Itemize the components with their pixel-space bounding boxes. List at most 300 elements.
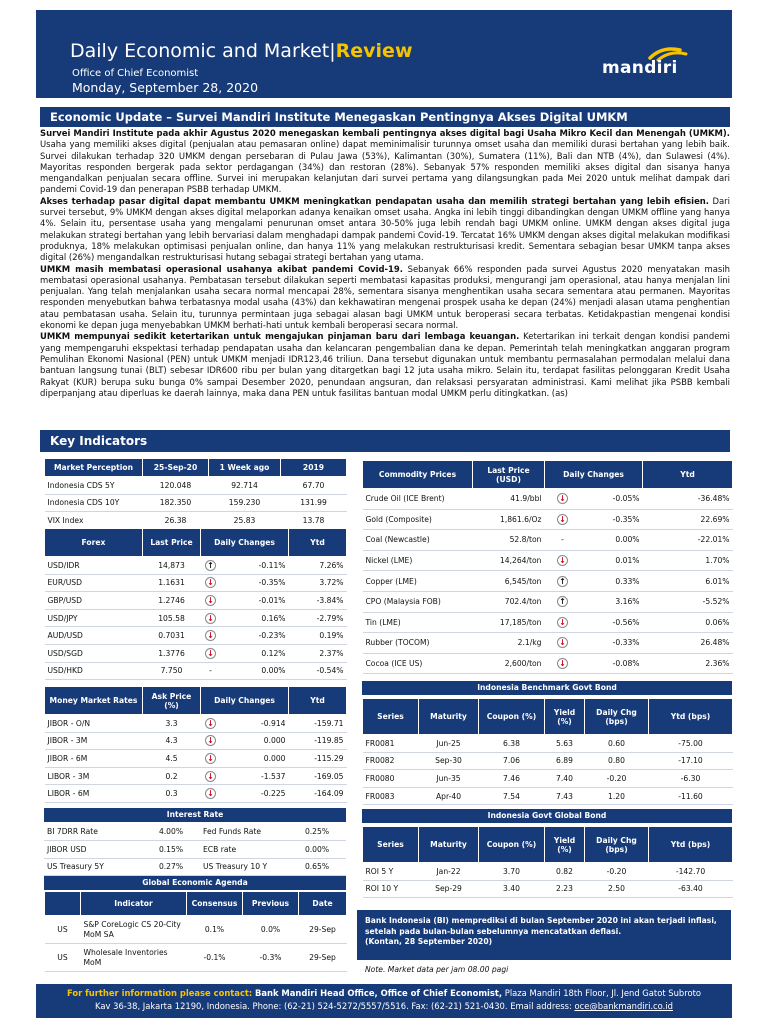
mandiri-logo xyxy=(602,44,702,84)
table-cell: 0.00% xyxy=(221,662,289,680)
column-header: Last Price xyxy=(143,529,201,557)
table-cell: 7.26% xyxy=(289,557,347,575)
arrow-down-icon: ↓ xyxy=(205,595,216,606)
global-agenda-table xyxy=(44,891,347,972)
table-cell: 2.23 xyxy=(545,880,585,898)
table-cell: 0.7031 xyxy=(143,627,201,645)
change-direction-cell xyxy=(545,509,581,530)
report-date: Monday, September 28, 2020 xyxy=(72,80,259,95)
column-header: Daily Chg (bps) xyxy=(585,827,649,863)
change-direction-cell xyxy=(201,557,221,575)
table-header-row xyxy=(45,459,347,477)
table-cell: 25.83 xyxy=(209,512,281,530)
column-header: 1 Week ago xyxy=(209,459,281,477)
change-direction-cell xyxy=(201,644,221,662)
table-cell: 26.48% xyxy=(643,633,733,654)
paragraph-lead: Akses terhadap pasar digital dapat membantu UMKM meningkatkan pendapatan usaha dan memilih strategi bertahan yang lebih efisien. xyxy=(40,195,710,206)
arrow-up-icon: ↑ xyxy=(557,596,568,607)
table-row xyxy=(45,609,347,627)
table-row xyxy=(363,787,733,805)
title-main: Daily Economic and Market xyxy=(70,40,330,62)
table-cell: -169.05 xyxy=(289,767,347,785)
table-cell: -0.914 xyxy=(221,715,289,733)
table-header-row xyxy=(363,699,733,735)
change-direction-cell xyxy=(201,715,221,733)
table-cell: ROI 5 Y xyxy=(363,863,419,881)
table-cell: 0.000 xyxy=(221,750,289,768)
table-cell: ECB rate xyxy=(200,841,288,859)
global-agenda-title: Global Economic Agenda xyxy=(44,876,346,890)
table-cell: -119.85 xyxy=(289,732,347,750)
table-row xyxy=(363,752,733,770)
arrow-down-icon: ↓ xyxy=(205,788,216,799)
table-cell: -115.29 xyxy=(289,750,347,768)
table-cell: -142.70 xyxy=(649,863,733,881)
table-cell: USD/HKD xyxy=(45,662,143,680)
table-row xyxy=(363,489,733,510)
table-cell: 0.0% xyxy=(243,916,299,944)
arrow-down-icon: ↓ xyxy=(205,613,216,624)
column-header: Daily Changes xyxy=(201,529,289,557)
table-cell: Indonesia CDS 10Y xyxy=(45,494,143,512)
table-cell: 0.15% xyxy=(142,841,200,859)
article-paragraph xyxy=(40,331,730,399)
table-cell: Jun-25 xyxy=(419,735,479,753)
table-cell: EUR/USD xyxy=(45,574,143,592)
table-cell: 4.3 xyxy=(143,732,201,750)
column-header: Maturity xyxy=(419,827,479,863)
table-cell: JIBOR USD xyxy=(44,841,142,859)
table-cell: AUD/USD xyxy=(45,627,143,645)
table-cell: 0.16% xyxy=(221,609,289,627)
column-header: Ask Price (%) xyxy=(143,687,201,715)
arrow-up-icon: ↑ xyxy=(557,576,568,587)
column-header: Market Perception xyxy=(45,459,143,477)
table-cell: 0.80 xyxy=(585,752,649,770)
table-cell: -0.54% xyxy=(289,662,347,680)
table-row xyxy=(45,916,347,944)
column-header: Money Market Rates xyxy=(45,687,143,715)
table-row xyxy=(45,767,347,785)
bi-note-source: (Kontan, 28 September 2020) xyxy=(365,937,493,946)
table-cell: 0.2 xyxy=(143,767,201,785)
table-cell: -0.3% xyxy=(243,944,299,972)
table-cell: JIBOR - 3M xyxy=(45,732,143,750)
table-cell: 3.3 xyxy=(143,715,201,733)
change-direction-cell xyxy=(201,785,221,803)
table-cell: FR0082 xyxy=(363,752,419,770)
table-cell: 131.99 xyxy=(281,494,347,512)
table-cell: 2.50 xyxy=(585,880,649,898)
benchmark-bond-title: Indonesia Benchmark Govt Bond xyxy=(362,681,732,695)
table-cell: 0.00% xyxy=(581,530,643,551)
table-cell: US Treasury 5Y xyxy=(44,858,142,876)
column-header: Date xyxy=(299,892,347,916)
paragraph-lead: UMKM masih membatasi operasional usahanya akibat pandemi Covid-19. xyxy=(40,263,403,274)
table-cell: 3.70 xyxy=(479,863,545,881)
table-cell: 0.33% xyxy=(581,571,643,592)
indicator-cell: S&P CoreLogic CS 20-City MoM SA xyxy=(81,916,187,944)
table-cell: JIBOR - O/N xyxy=(45,715,143,733)
table-cell: -63.40 xyxy=(649,880,733,898)
interest-rate-title: Interest Rate xyxy=(44,808,346,822)
table-cell: -0.11% xyxy=(221,557,289,575)
table-cell: VIX Index xyxy=(45,512,143,530)
table-cell: 52.8/ton xyxy=(473,530,545,551)
table-cell: -22.01% xyxy=(643,530,733,551)
table-row xyxy=(363,863,733,881)
table-cell: Sep-30 xyxy=(419,752,479,770)
change-direction-cell xyxy=(201,627,221,645)
column-header: Yield (%) xyxy=(545,699,585,735)
article-body xyxy=(40,128,730,399)
column-header: Last Price (USD) xyxy=(473,461,545,489)
table-row xyxy=(44,823,346,841)
column-header: Forex xyxy=(45,529,143,557)
column-header: Yield (%) xyxy=(545,827,585,863)
arrow-down-icon: ↓ xyxy=(557,555,568,566)
table-cell: Indonesia CDS 5Y xyxy=(45,477,143,495)
table-cell: Nickel (LME) xyxy=(363,550,473,571)
table-cell: US xyxy=(45,944,81,972)
table-cell: 2.37% xyxy=(289,644,347,662)
table-cell: 0.19% xyxy=(289,627,347,645)
table-row xyxy=(45,750,347,768)
footer-line-2 xyxy=(36,1000,732,1013)
interest-rate-table xyxy=(44,823,346,876)
table-cell: -0.23% xyxy=(221,627,289,645)
table-cell: 4.5 xyxy=(143,750,201,768)
table-cell: 1.1631 xyxy=(143,574,201,592)
table-cell: -0.35% xyxy=(221,574,289,592)
arrow-down-icon: ↓ xyxy=(557,514,568,525)
table-cell: 6.89 xyxy=(545,752,585,770)
table-header-row xyxy=(45,687,347,715)
column-header: Previous xyxy=(243,892,299,916)
column-header: Series xyxy=(363,699,419,735)
table-cell: 3.72% xyxy=(289,574,347,592)
table-cell: 3.40 xyxy=(479,880,545,898)
change-direction-cell xyxy=(545,653,581,674)
change-direction-cell xyxy=(545,591,581,612)
arrow-up-icon: ↑ xyxy=(205,560,216,571)
bi-note-text: Bank Indonesia (BI) memprediksi di bulan September 2020 ini akan terjadi inflasi, setelah pada bulan-bulan sebelumnya mencatatkan deflasi. xyxy=(365,916,717,936)
table-cell: -17.10 xyxy=(649,752,733,770)
table-row xyxy=(363,880,733,898)
table-cell: 7.40 xyxy=(545,770,585,788)
table-row xyxy=(45,644,347,662)
table-row xyxy=(45,627,347,645)
table-cell: -0.01% xyxy=(221,592,289,610)
table-cell: -0.56% xyxy=(581,612,643,633)
table-cell: -2.79% xyxy=(289,609,347,627)
table-cell: FR0080 xyxy=(363,770,419,788)
table-cell: ROI 10 Y xyxy=(363,880,419,898)
indicator-cell: Wholesale Inventories MoM xyxy=(81,944,187,972)
arrow-down-icon: ↓ xyxy=(205,718,216,729)
column-header: Ytd xyxy=(289,529,347,557)
table-row xyxy=(45,715,347,733)
column-header: Series xyxy=(363,827,419,863)
column-header: Ytd xyxy=(289,687,347,715)
table-cell: Coal (Newcastle) xyxy=(363,530,473,551)
change-direction-cell: - xyxy=(201,662,221,680)
table-cell: 0.00% xyxy=(288,841,346,859)
column-header xyxy=(45,892,81,916)
section-title: Economic Update – Survei Mandiri Institute Menegaskan Pentingnya Akses Digital UMKM xyxy=(40,107,730,127)
column-header: 25-Sep-20 xyxy=(143,459,209,477)
change-direction-cell xyxy=(545,612,581,633)
table-cell: -36.48% xyxy=(643,489,733,510)
table-cell: Jun-35 xyxy=(419,770,479,788)
table-cell: 0.12% xyxy=(221,644,289,662)
column-header: Consensus xyxy=(187,892,243,916)
arrow-down-icon: ↓ xyxy=(205,735,216,746)
footer-phone: Kav 36-38, Jakarta 12190, Indonesia. Phone: (62-21) 524-5272/5557/5516. Fax: (62-21) 521-0430. Email address: xyxy=(95,1001,572,1011)
report-header xyxy=(36,10,732,98)
global-bond-title: Indonesia Govt Global Bond xyxy=(362,809,732,823)
table-cell: 2.1/kg xyxy=(473,633,545,654)
arrow-down-icon: ↓ xyxy=(557,658,568,669)
table-cell: 7.43 xyxy=(545,787,585,805)
table-cell: 2,600/ton xyxy=(473,653,545,674)
table-cell: 7.06 xyxy=(479,752,545,770)
column-header: Ytd (bps) xyxy=(649,827,733,863)
arrow-down-icon: ↓ xyxy=(205,577,216,588)
key-indicators-title: Key Indicators xyxy=(40,430,730,452)
table-cell: 0.06% xyxy=(643,612,733,633)
paragraph-lead: UMKM mempunyai sedikit ketertarikan untuk mengajukan pinjaman baru dari lembaga keuangan. xyxy=(40,331,520,342)
change-direction-cell xyxy=(201,750,221,768)
table-cell: -11.60 xyxy=(649,787,733,805)
table-cell: 13.78 xyxy=(281,512,347,530)
table-cell: -3.84% xyxy=(289,592,347,610)
title-accent: Review xyxy=(335,40,413,62)
change-direction-cell xyxy=(201,592,221,610)
table-cell: Rubber (TOCOM) xyxy=(363,633,473,654)
column-header: Daily Changes xyxy=(201,687,289,715)
table-cell: -0.20 xyxy=(585,770,649,788)
table-cell: 92.714 xyxy=(209,477,281,495)
table-row xyxy=(44,841,346,859)
table-cell: 41.9/bbl xyxy=(473,489,545,510)
table-header-row xyxy=(363,461,733,489)
table-cell: Fed Funds Rate xyxy=(200,823,288,841)
table-cell: Crude Oil (ICE Brent) xyxy=(363,489,473,510)
table-cell: 1.70% xyxy=(643,550,733,571)
table-row xyxy=(363,571,733,592)
table-cell: Sep-29 xyxy=(419,880,479,898)
table-cell: 0.3 xyxy=(143,785,201,803)
table-cell: -1.537 xyxy=(221,767,289,785)
table-row xyxy=(363,591,733,612)
table-cell: -0.1% xyxy=(187,944,243,972)
table-row xyxy=(45,592,347,610)
column-header: 2019 xyxy=(281,459,347,477)
table-cell: -0.225 xyxy=(221,785,289,803)
table-header-row xyxy=(363,827,733,863)
change-direction-cell: - xyxy=(545,530,581,551)
paragraph-text: Dari survei tersebut, 9% UMKM dengan akses digital melaporkan adanya kenaikan omset usaha. Angka ini lebih tinggi dibandingkan dengan UMKM offline yang hanya 4%. Selain itu, persentase usaha yang mengalami penurunan omset antara 30-50% juga lebih rendah bagi UMKM online. UMKM dengan akses digital juga melakukan strategi bertahan yang lebih bervariasi dalam menghadapi dampak pandemi Covid-19. Tercatat 16% UMKM dengan akses digital melakukan modifikasi produknya, 18% melakukan optimisasi penjualan online, dan hanya 11% yang melakukan restrukturisasi kredit. Sementara sebagian besar UMKM tanpa akses digital (26%) mengandalkan restrukturisasi hutang sebagai strategi bertahan yang utama. xyxy=(40,195,730,263)
table-cell: USD/IDR xyxy=(45,557,143,575)
table-cell: 67.70 xyxy=(281,477,347,495)
footer-office: Bank Mandiri Head Office, Office of Chief Economist, xyxy=(254,988,503,998)
table-header-row xyxy=(45,892,347,916)
arrow-down-icon: ↓ xyxy=(557,493,568,504)
table-cell: 182.350 xyxy=(143,494,209,512)
paragraph-text: Ketertarikan ini terkait dengan kondisi pandemi yang mempengaruhi ekspektasi terhadap pendapatan usaha dan kelancaran pengembalian dana ke depan. Pemerintah telah meningkatkan anggaran program Pemulihan Ekonomi Nasional (PEN) untuk UMKM menjadi IDR123,46 triliun. Dana tersebut digunakan untuk membantu permasalahan permodalan melalui dana bantuan langsung tunai (BLT) sebesar IDR600 ribu per bulan yang ditargetkan bagi 12 juta usaha mikro. Selain itu, terdapat fasilitas pelonggaran Kredit Usaha Rakyat (KUR) berupa suku bunga 0% sampai Desember 2020, penundaan angsuran, dan relaksasi persyaratan administrasi. Kami melihat jika PSBB kembali diperpanjang atau diperluas ke daerah lainnya, maka dana PEN untuk fasilitas bantuan modal UMKM perlu ditingkatkan. (as) xyxy=(40,331,730,398)
table-cell: 17,185/ton xyxy=(473,612,545,633)
table-cell: -159.71 xyxy=(289,715,347,733)
paragraph-text: Sebanyak 66% responden pada survei Agustus 2020 menyatakan masih membatasi operasional usahanya. Pembatasan tersebut dilakukan seperti membatasi kapasitas produksi, mengurangi jam operasional, atau hanya menjalan lini penjualan. Yang telah menjalankan usaha secara normal mencapai 28%, sementara sisanya menghentikan usaha secara sementara atau permanen. Mayoritas responden menyebutkan bahwa terbatasnya modal usaha (43%) dan kekhawatiran mengenai prospek usaha ke depan (24%) menjadi alasan utama penghentian atau pembatasan usaha. Selain itu, turunnya permintaan juga sebagai alasan bagi UMKM untuk beroperasi secara terbatas. Ketidakpastian mengenai kondisi ekonomi ke depan juga menyebabkan UMKM berhati-hati untuk kembali beroperasi secara normal. xyxy=(40,263,730,331)
table-cell: JIBOR - 6M xyxy=(45,750,143,768)
change-direction-cell xyxy=(545,633,581,654)
column-header: Daily Changes xyxy=(545,461,643,489)
table-cell: 14,264/ton xyxy=(473,550,545,571)
table-cell: 7.46 xyxy=(479,770,545,788)
logo-wordmark: mandiri xyxy=(602,58,678,78)
table-cell: FR0081 xyxy=(363,735,419,753)
table-row xyxy=(45,477,347,495)
column-header: Coupon (%) xyxy=(479,699,545,735)
market-data-note: Note. Market data per jam 08.00 pagi xyxy=(365,965,509,974)
table-cell: 3.16% xyxy=(581,591,643,612)
table-cell: 26.38 xyxy=(143,512,209,530)
table-row xyxy=(45,944,347,972)
arrow-down-icon: ↓ xyxy=(205,630,216,641)
arrow-down-icon: ↓ xyxy=(205,753,216,764)
table-row xyxy=(45,785,347,803)
bi-inflation-note xyxy=(357,910,731,960)
table-cell: 29-Sep xyxy=(299,944,347,972)
table-row xyxy=(45,662,347,680)
change-direction-cell xyxy=(201,574,221,592)
benchmark-bond-table xyxy=(362,698,733,805)
table-cell: 0.60 xyxy=(585,735,649,753)
footer-address: Plaza Mandiri 18th Floor, Jl. Jend Gatot Subroto xyxy=(504,988,702,998)
table-cell: 1.3776 xyxy=(143,644,201,662)
money-market-table xyxy=(44,686,347,803)
table-cell: 4.00% xyxy=(142,823,200,841)
table-row xyxy=(363,770,733,788)
table-cell: USD/JPY xyxy=(45,609,143,627)
column-header: Ytd (bps) xyxy=(649,699,733,735)
table-cell: 0.25% xyxy=(288,823,346,841)
table-cell: Gold (Composite) xyxy=(363,509,473,530)
footer-line-1 xyxy=(36,987,732,1000)
table-cell: USD/SGD xyxy=(45,644,143,662)
arrow-down-icon: ↓ xyxy=(557,637,568,648)
table-cell: US Treasury 10 Y xyxy=(200,858,288,876)
table-cell: -0.05% xyxy=(581,489,643,510)
table-cell: 0.000 xyxy=(221,732,289,750)
table-cell: 0.01% xyxy=(581,550,643,571)
table-cell: 702.4/ton xyxy=(473,591,545,612)
table-cell: 6.38 xyxy=(479,735,545,753)
table-row xyxy=(45,494,347,512)
table-cell: -0.08% xyxy=(581,653,643,674)
table-cell: 0.82 xyxy=(545,863,585,881)
change-direction-cell xyxy=(545,550,581,571)
arrow-down-icon: ↓ xyxy=(205,771,216,782)
table-cell: 105.58 xyxy=(143,609,201,627)
table-row xyxy=(363,633,733,654)
table-cell: -0.35% xyxy=(581,509,643,530)
column-header: Commodity Prices xyxy=(363,461,473,489)
table-cell: Jan-22 xyxy=(419,863,479,881)
arrow-down-icon: ↓ xyxy=(557,617,568,628)
table-row xyxy=(45,557,347,575)
column-header: Ytd xyxy=(643,461,733,489)
table-cell: 6,545/ton xyxy=(473,571,545,592)
table-cell: 120.048 xyxy=(143,477,209,495)
table-cell: 22.69% xyxy=(643,509,733,530)
table-cell: FR0083 xyxy=(363,787,419,805)
table-row xyxy=(363,653,733,674)
change-direction-cell xyxy=(545,571,581,592)
table-cell: -5.52% xyxy=(643,591,733,612)
table-cell: Tin (LME) xyxy=(363,612,473,633)
table-cell: 7.54 xyxy=(479,787,545,805)
footer-contact-label: For further information please contact: xyxy=(66,988,253,998)
article-paragraph xyxy=(40,128,730,196)
column-header: Daily Chg (bps) xyxy=(585,699,649,735)
table-cell: 159.230 xyxy=(209,494,281,512)
table-row xyxy=(363,530,733,551)
table-cell: 0.65% xyxy=(288,858,346,876)
table-cell: 29-Sep xyxy=(299,916,347,944)
table-cell: 1.20 xyxy=(585,787,649,805)
footer-email-link[interactable]: oce@bankmandiri.co.id xyxy=(574,1001,673,1011)
table-row xyxy=(45,512,347,530)
paragraph-lead: Survei Mandiri Institute pada akhir Agustus 2020 menegaskan kembali pentingnya akses digital bagi Usaha Mikro Kecil dan Menengah (UMKM). xyxy=(40,128,730,138)
table-cell: Apr-40 xyxy=(419,787,479,805)
article-paragraph xyxy=(40,264,730,332)
title-separator: | xyxy=(329,40,336,62)
table-row xyxy=(363,550,733,571)
report-title xyxy=(70,40,413,62)
commodity-table xyxy=(362,460,733,674)
table-cell: CPO (Malaysia FOB) xyxy=(363,591,473,612)
change-direction-cell xyxy=(201,732,221,750)
paragraph-text: Usaha yang memiliki akses digital (penjualan atau pemasaran online) dapat meminimalisir turunnya omset usaha dan memiliki durasi bertahan yang lebih baik. Survei dilakukan terhadap 320 UMKM dengan persebaran di Pulau Jawa (53%), Kalimantan (30%), Sumatera (11%), Bali dan NTB (4%), dan Sulawesi (4%). Mayoritas responden bergerak pada sektor perdagangan (34%) dan restoran (28%). Sebanyak 57% responden memiliki akses digital dan sisanya hanya mengandalkan penjualan secara offline. Survei ini merupakan kelanjutan dari survei pertama yang dilangsungkan pada Mei 2020 untuk melihat dampak dari pandemi Covid-19 dan penerapan PSBB terhadap UMKM. xyxy=(40,139,730,195)
table-cell: Copper (LME) xyxy=(363,571,473,592)
article-paragraph xyxy=(40,196,730,264)
table-cell: -0.33% xyxy=(581,633,643,654)
market-perception-table xyxy=(44,458,347,530)
table-row xyxy=(45,574,347,592)
table-cell: 2.36% xyxy=(643,653,733,674)
table-cell: 14,873 xyxy=(143,557,201,575)
table-cell: -164.09 xyxy=(289,785,347,803)
table-row xyxy=(45,732,347,750)
table-cell: 7.750 xyxy=(143,662,201,680)
table-header-row xyxy=(45,529,347,557)
table-cell: LIBOR - 3M xyxy=(45,767,143,785)
table-row xyxy=(363,509,733,530)
column-header: Coupon (%) xyxy=(479,827,545,863)
change-direction-cell xyxy=(201,609,221,627)
global-bond-table xyxy=(362,826,733,898)
table-cell: 1,861.6/Oz xyxy=(473,509,545,530)
table-cell: 0.1% xyxy=(187,916,243,944)
table-cell: BI 7DRR Rate xyxy=(44,823,142,841)
table-cell: 5.63 xyxy=(545,735,585,753)
table-row xyxy=(44,858,346,876)
table-cell: LIBOR - 6M xyxy=(45,785,143,803)
column-header: Indicator xyxy=(81,892,187,916)
table-cell: 1.2746 xyxy=(143,592,201,610)
